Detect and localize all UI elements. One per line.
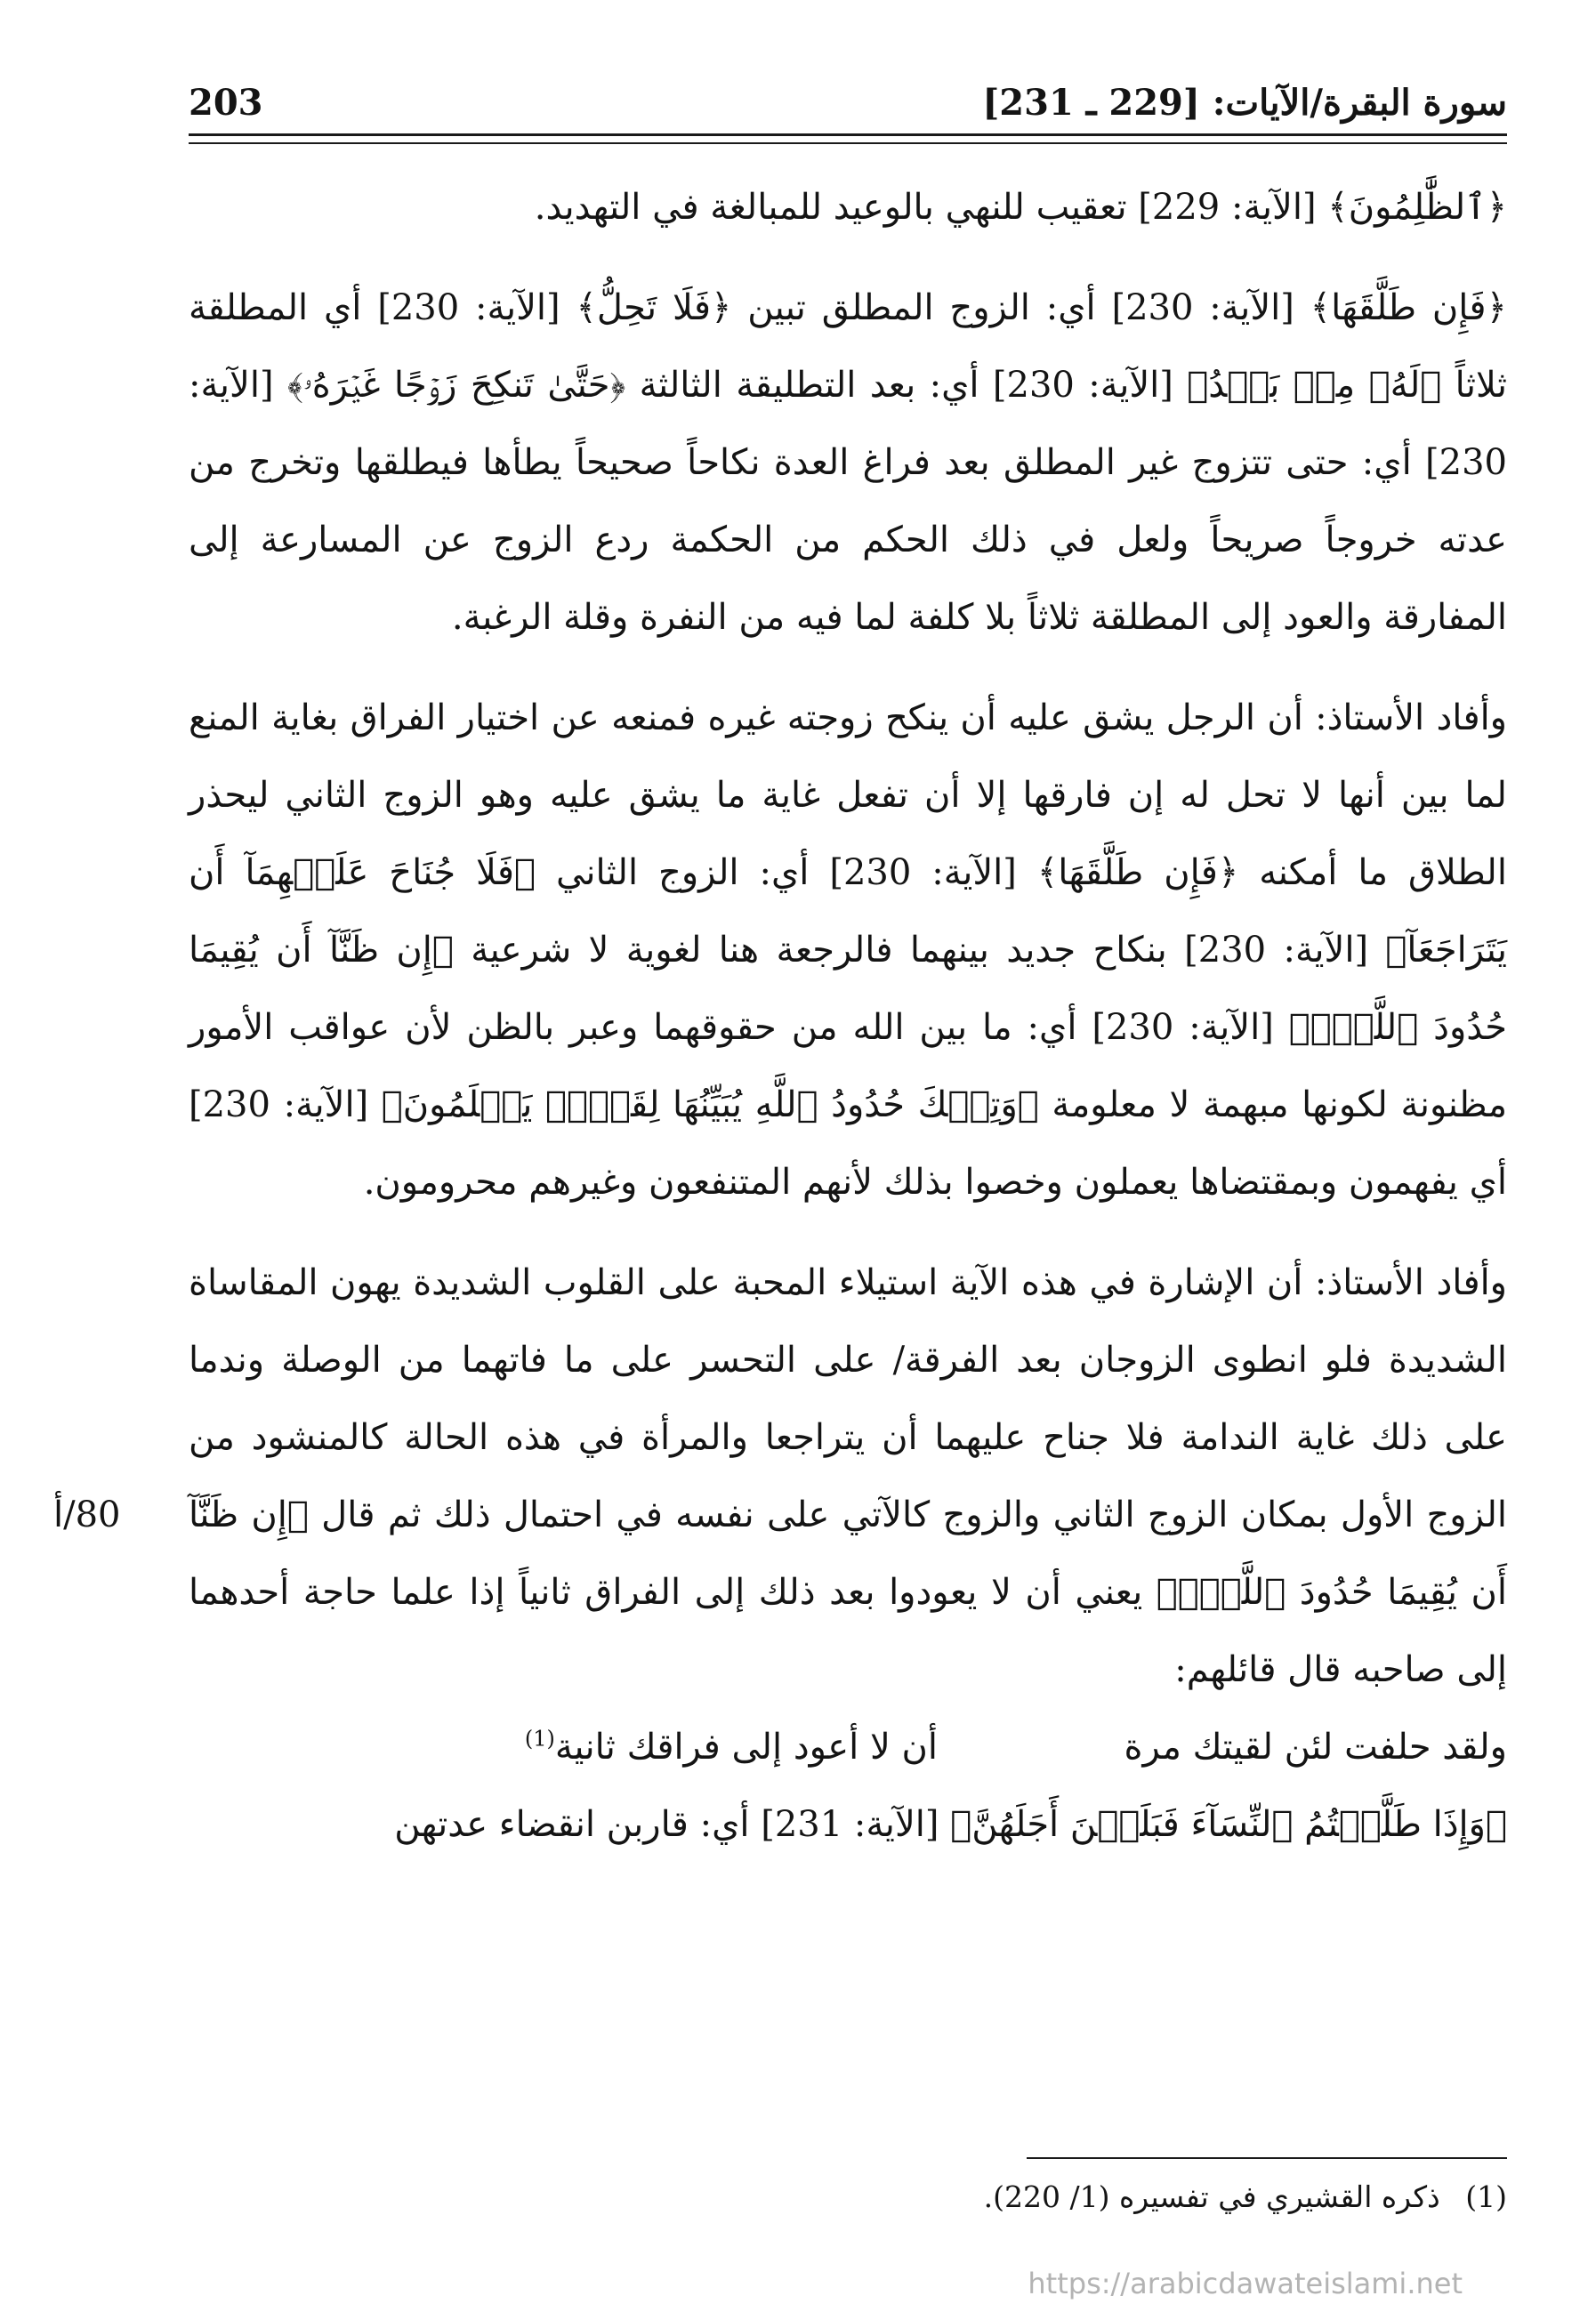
header-title: سورة البقرة/الآيات: [229 ـ 231] — [982, 82, 1507, 124]
poem-verse — [189, 1709, 1507, 1786]
header-rule-bottom — [189, 142, 1507, 144]
paragraph-1: ﴿ٱلظَّٰلِمُونَ﴾ [الآية: 229] تعقيب للنهي بالوعيد للمبالغة في التهديد. — [534, 187, 1507, 228]
watermark-url: https://arabicdawateislami.net — [1028, 2267, 1463, 2300]
footnote-reference: (1) — [524, 1726, 555, 1752]
closing-line: ﴿وَإِذَا طَلَّقۡتُمُ ٱلنِّسَآءَ فَبَلَغۡنَ أَجَلَهُنَّ﴾ [الآية: 231] أي: قاربن انقضاء عدتهن — [394, 1804, 1507, 1845]
poem-first-hemistich: ولقد حلفت لئن لقيتك مرة — [1124, 1727, 1507, 1768]
paragraph-3: وأفاد الأستاذ: أن الرجل يشق عليه أن ينكح زوجته غيره فمنعه عن اختيار الفراق بغاية المنع لما بين أنها لا تحل له إن فارقها إلا أن تفعل غاية ما يشق عليه وهو الزوج الثاني ليحذر الطلاق ما أمكنه ﴿فَإِن طَلَّقَهَا﴾ [الآية: 230] أي: الزوج الثاني ﴿فَلَا جُنَاحَ عَلَيۡهِمَآ أَن يَتَرَاجَعَآ﴾ [الآية: 230] بنكاح جديد بينهما فالرجعة هنا لغوية لا شرعية ﴿إِن ظَنَّآ أَن يُقِيمَا حُدُودَ ٱللَّهِۗ﴾ [الآية: 230] أي: ما بين الله من حقوقهما وعبر بالظن لأن عواقب الأمور مظنونة لكونها مبهمة لا معلومة ﴿وَتِلۡكَ حُدُودُ ٱللَّهِ يُبَيِّنُهَا لِقَوۡمٖ يَعۡلَمُونَ﴾ [الآية: 230] أي يفهمون وبمقتضاها يعملون وخصوا بذلك لأنهم المتنفعون وغيرهم محرومون. — [189, 697, 1508, 1203]
footnote-rule — [1027, 2157, 1507, 2159]
manuscript-folio-note: 80/أ — [53, 1494, 121, 1535]
footnote-number: (1) — [1465, 2179, 1507, 2214]
paragraph-4: وأفاد الأستاذ: أن الإشارة في هذه الآية استيلاء المحبة على القلوب الشديدة يهون المقاساة الشديدة فلو انطوى الزوجان بعد الفرقة/ على التحسر على ما فاتهما من الوصلة وندما على ذلك غاية الندامة فلا جناح عليهما أن يتراجعا والمرأة في هذه الحالة كالمنشود من الزوج الأول بمكان الزوج الثاني والزوج كالآتي على نفسه في احتمال ذلك ثم قال ﴿إِن ظَنَّآ أَن يُقِيمَا حُدُودَ ٱللَّهِۗ﴾ يعني أن لا يعودوا بعد ذلك إلى الفراق ثانياً إذا علما حاجة أحدهما إلى صاحبه قال قائلهم: — [189, 1262, 1507, 1690]
footnote-text: ذكره القشيري في تفسيره (1/ 220). — [983, 2179, 1440, 2214]
poem-second-hemistich-text: أن لا أعود إلى فراقك ثانية — [554, 1727, 938, 1768]
header-rule-top — [189, 133, 1507, 136]
poem-second-hemistich — [525, 1709, 938, 1786]
paragraph-2: ﴿فَإِن طَلَّقَهَا﴾ [الآية: 230] أي: الزوج المطلق تبين ﴿فَلَا تَحِلُّ﴾ [الآية: 230] أي المطلقة ثلاثاً ﴿لَهُۥ مِنۢ بَعۡدُ﴾ [الآية: 230] أي: بعد التطليقة الثالثة ﴿حَتَّىٰ تَنكِحَ زَوۡجًا غَيۡرَهُۥ﴾ [الآية: 230] أي: حتى تتزوج غير المطلق بعد فراغ العدة نكاحاً صحيحاً يطأها فيطلقها وتخرج من عدته خروجاً صريحاً ولعل في ذلك الحكم من الحكمة ردع الزوج عن المسارعة إلى المفارقة والعود إلى المطلقة ثلاثاً بلا كلفة لما فيه من النفرة وقلة الرغبة. — [189, 287, 1507, 638]
running-header — [189, 82, 1507, 132]
page-number: 203 — [189, 82, 263, 124]
main-text — [189, 169, 1507, 2153]
footnote — [617, 2171, 1507, 2224]
